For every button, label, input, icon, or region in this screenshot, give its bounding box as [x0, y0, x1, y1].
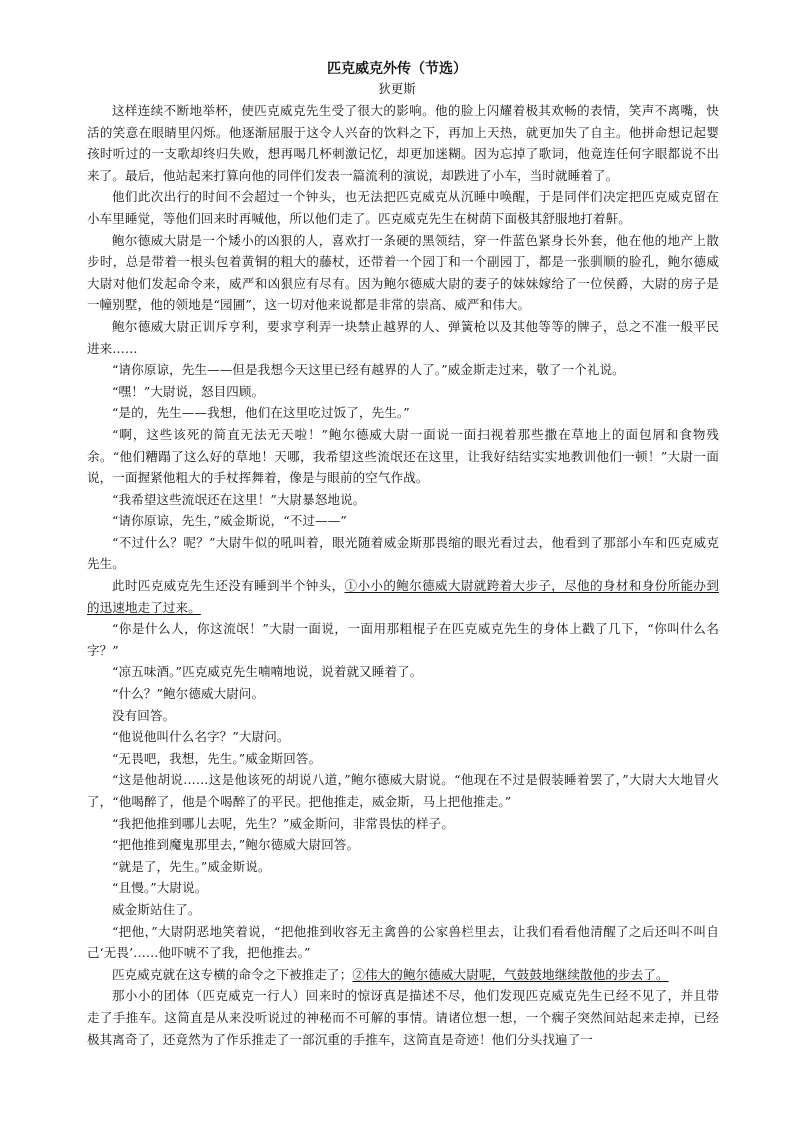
paragraph: 鲍尔德威大尉正训斥亨利，要求亨利弄一块禁止越界的人、弹簧枪以及其他等等的牌子，总之不准一般平民进来……	[87, 318, 719, 356]
document-title: 匹克威克外传（节选）	[327, 61, 467, 77]
paragraph-text: 匹克威克就在这专横的命令之下被推走了；	[112, 966, 353, 982]
paragraph: 那小小的团体（匹克威克一行人）回来时的惊讶真是描述不尽，他们发现匹克威克先生已经不见了，并且带走了手推车。这简直是从来没听说过的神秘而不可解的事情。请诸位想一想，一个瘸子突然间站起来走掉，已经极其离奇了，还竟然为了作乐推走了一部沉重的手推车，这简直是奇迹！他们分头找遍了一	[87, 988, 719, 1047]
dialogue-line: “嘿！”大尉说，怒目四顾。	[112, 383, 265, 399]
dialogue-line: “请你原谅，先生——但是我想今天这里已经有越界的人了。”威金斯走过来，敬了一个礼说。	[112, 362, 625, 378]
paragraph	[87, 964, 719, 986]
dialogue-line: “这是他胡说……这是他该死的胡说八道，”鲍尔德威大尉说。“他现在不过是假装睡着罢了，”大尉大大地冒火了，“他喝醉了，他是个喝醉了的平民。把他推走，威金斯，马上把他推走。”	[87, 772, 719, 809]
dialogue-line: “就是了，先生。”威金斯说。	[112, 858, 271, 874]
paragraph: 鲍尔德威大尉是一个矮小的凶狠的人，喜欢打一条硬的黑领结，穿一件蓝色紧身长外套，他在他的地产上散步时，总是带着一根头包着黄铜的粗大的藤杖，还带着一个园丁和一个副园丁，都是一张驯顺的脸孔，鲍尔德威大尉对他们发起命令来，威严和凶狠应有尽有。因为鲍尔德威大尉的妻子的妹妹嫁给了一位侯爵，大尉的房子是一幢别墅，他的领地是“园圃”，这一切对他来说都是非常的崇高、威严和伟大。	[87, 232, 719, 313]
dialogue-line: “且慢。”大尉说。	[112, 880, 208, 896]
dialogue-line: “把他推到魔鬼那里去，”鲍尔德威大尉回答。	[112, 837, 360, 853]
dialogue-line: “我把他推到哪儿去呢，先生？”威金斯问，非常畏怯的样子。	[112, 815, 454, 831]
author-name: 狄更斯	[378, 81, 416, 96]
dialogue-line: “你是什么人，你这流氓！”大尉一面说，一面用那粗棍子在匹克威克先生的身体上戳了几下，“你叫什么名字？”	[87, 621, 719, 658]
paragraph	[87, 575, 719, 618]
paragraph: 这样连续不断地举杯，使匹克威克先生受了很大的影响。他的脸上闪耀着极其欢畅的表情，笑声不离嘴，快活的笑意在眼睛里闪烁。他逐渐屈服于这令人兴奋的饮料之下，再加上天热，就更加失了自主。他拼命想记起婴孩时听过的一支歌却终归失败，想再喝几杯刺激记忆，却更加迷糊。因为忘掉了歌词，他竟连任何字眼都说不出来了。最后，他站起来打算向他的同伴们发表一篇流利的演说，却跌进了小车，当时就睡着了。	[87, 103, 719, 183]
dialogue-line: 没有回答。	[112, 707, 176, 723]
dialogue-line: 威金斯站住了。	[112, 901, 201, 917]
dialogue-line: “不过什么？呢？”大尉牛似的吼叫着，眼光随着威金斯那畏缩的眼光看过去，他看到了那部小车和匹克威克先生。	[87, 534, 719, 572]
dialogue-line: “他说他叫什么名字？”大尉问。	[112, 729, 290, 745]
dialogue-line: “我希望这些流氓还在这里！”大尉暴怒地说。	[112, 491, 366, 507]
dialogue-line: “无畏吧，我想，先生。”威金斯回答。	[112, 750, 322, 766]
paragraph-text: 此时匹克威克先生还没有睡到半个钟头，	[112, 578, 345, 594]
dialogue-line: “是的，先生——我想，他们在这里吃过饭了，先生。”	[112, 405, 410, 421]
underlined-sentence-2: ②伟大的鲍尔德威大尉呢，气鼓鼓地继续散他的步去了。	[352, 966, 669, 982]
dialogue-line: “凉五味酒。”匹克威克先生喃喃地说，说着就又睡着了。	[112, 664, 423, 680]
dialogue-line: “把他，”大尉阴恶地笑着说，“把他推到收容无主禽兽的公家兽栏里去，让我们看看他清醒了之后还叫不叫自己‘无畏’……他吓唬不了我，把他推去。”	[87, 923, 719, 961]
dialogue-line: “请你原谅，先生，”威金斯说，“不过——”	[112, 513, 347, 529]
underlined-sentence-1: ①小小的鲍尔德威大尉就跨着大步子，尽他的身材和身份所能办到的迅速地走了过来。	[87, 578, 720, 615]
paragraph: 他们此次出行的时间不会超过一个钟头，也无法把匹克威克从沉睡中唤醒，于是同伴们决定把匹克威克留在小车里睡觉，等他们回来时再喊他，所以他们走了。匹克威克先生在树荫下面极其舒服地打着鼾。	[87, 189, 719, 226]
document-body	[87, 100, 719, 1050]
dialogue-line: “啊，这些该死的简直无法无天啦！”鲍尔德威大尉一面说一面扫视着那些撒在草地上的面包屑和食物残余。“他们糟蹋了这么好的草地！天哪，我希望这些流氓还在这里，让我好结结实实地教训他们一顿！”大尉一面说，一面握紧他粗大的手杖挥舞着，像是与眼前的空气作战。	[87, 426, 719, 486]
dialogue-line: “什么？”鲍尔德威大尉问。	[112, 686, 265, 702]
